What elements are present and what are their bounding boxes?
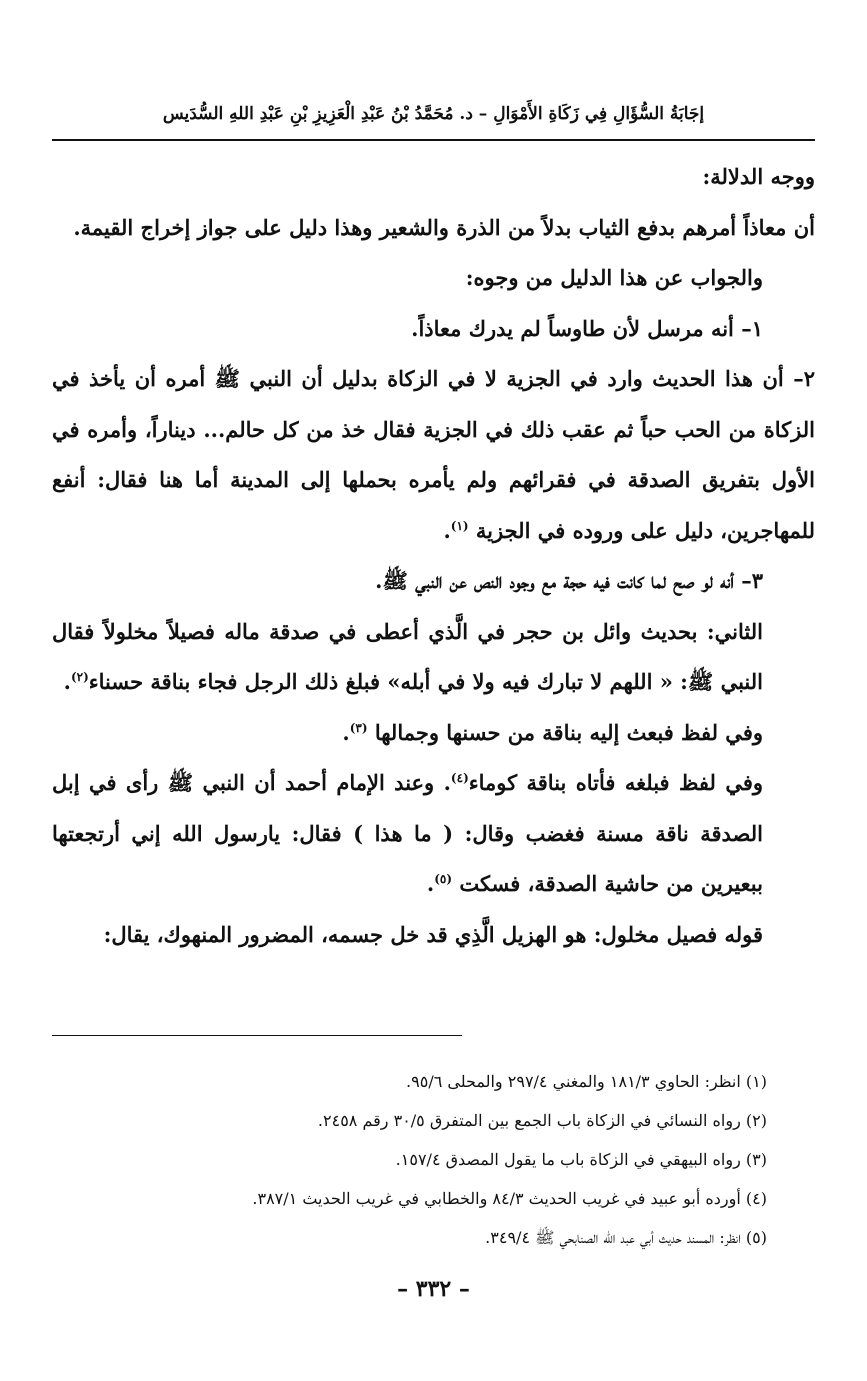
paragraph-text: . وعند الإمام أحمد أن النبي ﷺ رأى في إبل الصدقة ناقة مسنة فغضب وقال: ( ما هذا ) فقال: يارسول الله إني أرتجعتها ببعيرين من حاشية الصدقة، فسكت — [52, 770, 763, 896]
paragraph-text: الثاني: بحديث وائل بن حجر في الَّذي أعطى في صدقة ماله فصيلاً مخلولاً فقال النبي ﷺ: « اللهم لا تبارك فيه ولا في أبله» فبلغ ذلك الرجل فجاء بناقة حسناء — [52, 618, 763, 694]
paragraph: الثاني: بحديث وائل بن حجر في الَّذي أعطى في صدقة ماله فصيلاً مخلولاً فقال النبي ﷺ: « اللهم لا تبارك فيه ولا في أبله» فبلغ ذلك الرجل فجاء بناقة حسناء$^{(٢)}$. — [52, 618, 763, 694]
paragraph-text: ووجه الدلالة: — [702, 164, 815, 189]
main-text — [52, 152, 815, 960]
header-divider — [52, 139, 815, 141]
paragraph — [52, 304, 815, 355]
page-number: – ٣٣٢ – — [397, 1276, 470, 1302]
footnote: (٥) انظر: المسند حديث أبي عبد الله الصنابحي ﷺ ٣٤٩/٤. — [485, 1228, 767, 1247]
paragraph-text: قوله فصيل مخلول: هو الهزيل الَّذِي قد خل جسمه، المضرور المنهوك، يقال: — [103, 921, 763, 947]
footnote: (٢) رواه النسائي في الزكاة باب الجمع بين المتفرق ٣٠/٥ رقم ٢٤٥٨. — [317, 1111, 767, 1130]
paragraph-text: وفي لفظ فبلغه فأتاه بناقة كوماء — [468, 770, 764, 795]
paragraph — [52, 253, 815, 304]
footnote-divider — [52, 1035, 462, 1036]
paragraph-text: وفي لفظ فبعث إليه بناقة من حسنها وجمالها — [374, 719, 763, 745]
footnote-ref: (٢) — [70, 670, 89, 684]
paragraph — [52, 203, 815, 254]
paragraph: وفي لفظ فبعث إليه بناقة من حسنها وجمالها $^{(٣)}$. — [342, 719, 763, 745]
footnote: (١) انظر: الحاوي ١٨١/٣ والمغني ٢٩٧/٤ والمحلى ٩٥/٦. — [406, 1072, 767, 1091]
footnote-ref: (٥) — [434, 872, 453, 886]
footnote-ref: (٤) — [450, 771, 469, 785]
paragraph: وفي لفظ فبلغه فأتاه بناقة كوماء$^{(٤)}$. وعند الإمام أحمد أن النبي ﷺ رأى في إبل الصدقة ناقة مسنة فغضب وقال: ( ما هذا ) فقال: يارسول الله إني أرتجعتها ببعيرين من حاشية الصدقة، فسكت $^{(٥)}$. — [52, 770, 764, 896]
paragraph-text: أن معاذاً أمرهم بدفع الثياب بدلاً من الذرة والشعير وهذا دليل على جواز إخراج القيمة. — [73, 214, 815, 240]
footnote-ref: (١) — [450, 518, 469, 533]
paragraph: ٢– أن هذا الحديث وارد في الجزية لا في الزكاة بدليل أن النبي ﷺ أمره أن يأخذ في الزكاة من الحب حباً ثم عقب ذلك في الجزية فقال خذ من كل حالم... ديناراً، وأمره في الأول بتفريق الصدقة في فقرائهم ولم يأمره بحملها إلى المدينة أما هنا فقال: أنفع للمهاجرين، دليل على وروده في الجزية $^{(١)}$. — [52, 366, 815, 543]
paragraph — [52, 910, 815, 961]
paragraph-text: والجواب عن هذا الدليل من وجوه: — [465, 265, 763, 290]
footnote-ref: (٣) — [349, 720, 368, 735]
footnote: (٣) رواه البيهقي في الزكاة باب ما يقول المصدق ١٥٧/٤. — [395, 1150, 767, 1169]
paragraph — [52, 556, 815, 607]
running-header: إجَابَةُ السُّؤَالِ فِي زَكَاةِ الأَمْوَالِ – د. مُحَمَّدُ بْنُ عَبْدِ الْعَزِيزِ بْنِ عَبْدِ اللهِ السُّدَيس — [162, 104, 705, 124]
footnote: (٤) أورده أبو عبيد في غريب الحديث ٨٤/٣ والخطابي في غريب الحديث ٣٨٧/١. — [252, 1189, 767, 1208]
footnotes — [60, 1062, 767, 1257]
paragraph-text: ١– أنه مرسل لأن طاوساً لم يدرك معاذاً. — [411, 315, 763, 341]
paragraph — [52, 152, 815, 203]
paragraph-text: ٣– أنه لو صح لما كانت فيه حجة مع وجود النص عن النبي ﷺ. — [375, 568, 763, 593]
paragraph-text: ٢– أن هذا الحديث وارد في الجزية لا في الزكاة بدليل أن النبي ﷺ أمره أن يأخذ في الزكاة من الحب حباً ثم عقب ذلك في الجزية فقال خذ من كل حالم... ديناراً، وأمره في الأول بتفريق الصدقة في فقرائهم ولم يأمره بحملها إلى المدينة أما هنا فقال: أنفع للمهاجرين، دليل على وروده في الجزية — [52, 366, 815, 543]
